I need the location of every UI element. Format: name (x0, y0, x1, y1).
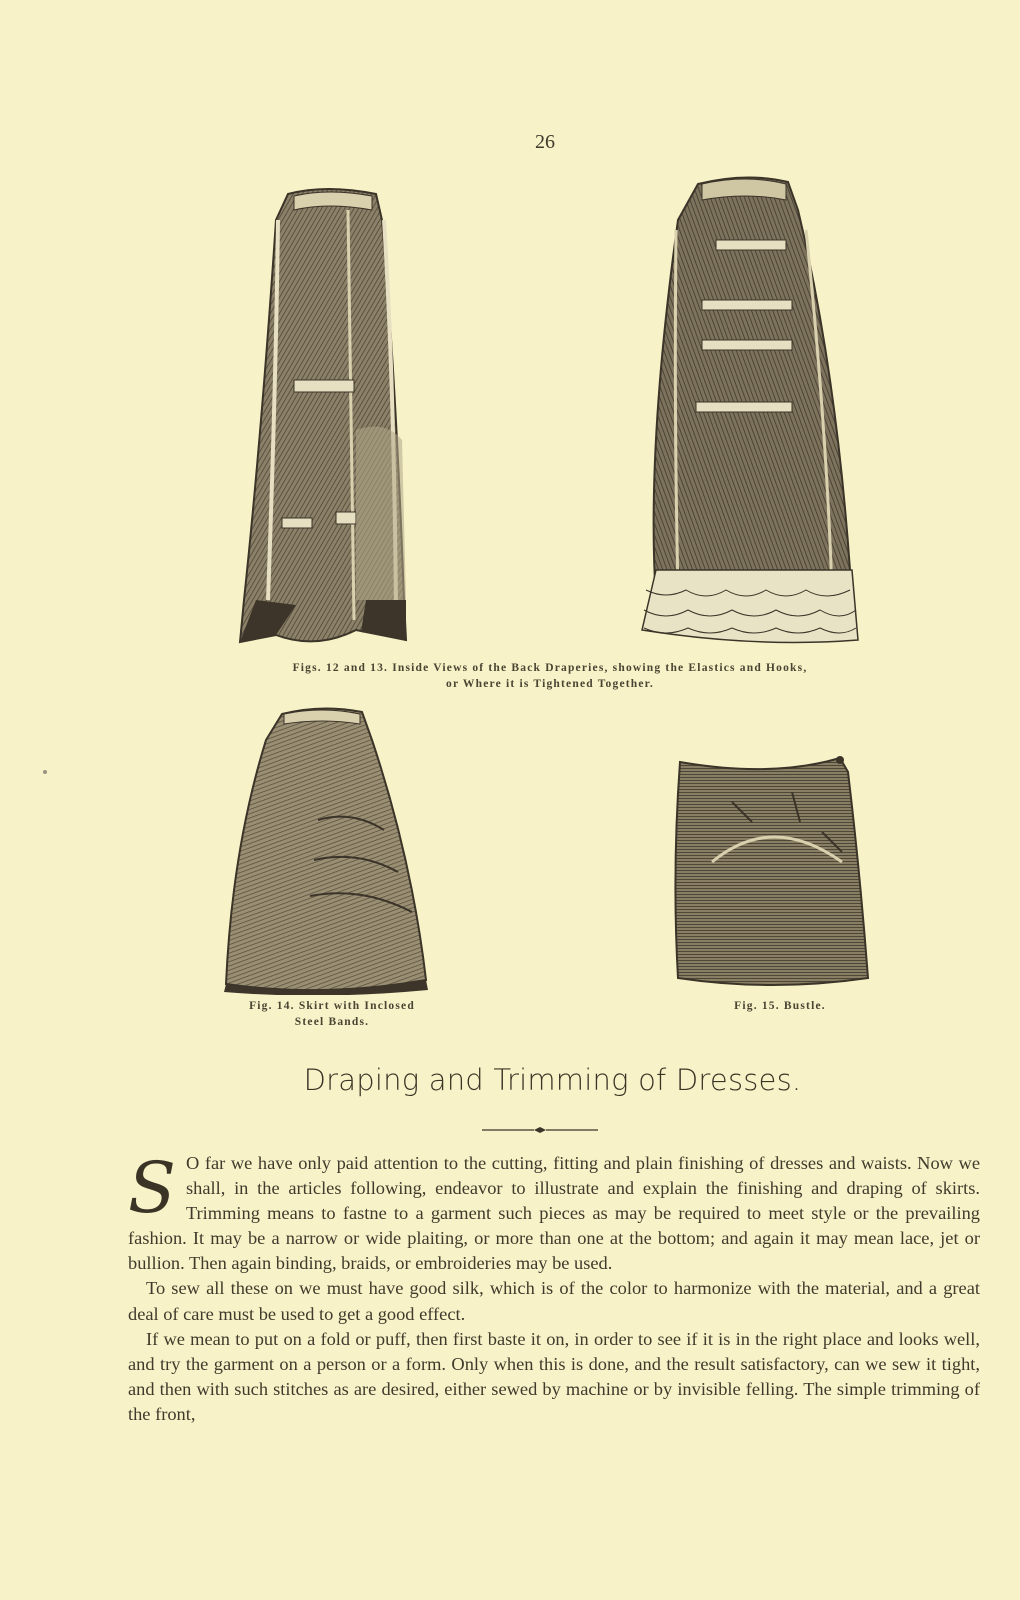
paragraph-1-text: O far we have only paid attention to the cutting, fitting and plain finishing of dresses and waists. Now we shall, in the articles following, endeavor to illustrate and explain the finishing and draping of skirts. Trimming means to fastne to a garment such pieces as may be required to meet style or the prevailing fashion. It may be a narrow or wide plaiting, or more than one at the bottom; and again it may mean lace, jet or bullion. Then again binding, braids, or embroideries may be used. (128, 1153, 980, 1274)
page-number: 26 (535, 131, 555, 153)
paragraph-1 (128, 1147, 980, 1276)
fig14-caption-line2: Steel Bands. (294, 1016, 370, 1028)
fig15-caption: Fig. 15. Bustle. (734, 1000, 826, 1012)
fig15-bustle-illustration (672, 752, 877, 992)
fig12-skirt-illustration (236, 180, 416, 650)
fig12-13-caption (240, 660, 860, 692)
paragraph-2: To sew all these on we must have good silk, which is of the color to harmonize with the material, and a great deal of care must be used to get a good effect. (128, 1278, 980, 1324)
fig14-caption (232, 998, 432, 1030)
fig12-13-caption-line2: or Where it is Tightened Together. (446, 678, 654, 690)
section-heading: Draping and Trimming of Dresses. (303, 1063, 802, 1097)
dropcap: S (128, 1147, 176, 1229)
fig13-skirt-illustration (636, 170, 866, 650)
fig12-13-caption-line1: Figs. 12 and 13. Inside Views of the Back Draperies, showing the Elastics and Hooks, (292, 662, 808, 674)
paper-speck (43, 770, 47, 774)
fig14-skirt-illustration (222, 700, 432, 995)
paragraph-3: If we mean to put on a fold or puff, then first baste it on, in order to see if it is in the right place and looks well, and try the garment on a person or a form. Only when this is done, and the result satisfactory, can we sew it tight, and then with such stitches as are desired, either sewed by machine or by invisible felling. The simple trimming of the front, (128, 1328, 980, 1424)
body-text (128, 1147, 980, 1427)
ornamental-rule (480, 1120, 600, 1139)
fig14-caption-line1: Fig. 14. Skirt with Inclosed (249, 1000, 415, 1012)
